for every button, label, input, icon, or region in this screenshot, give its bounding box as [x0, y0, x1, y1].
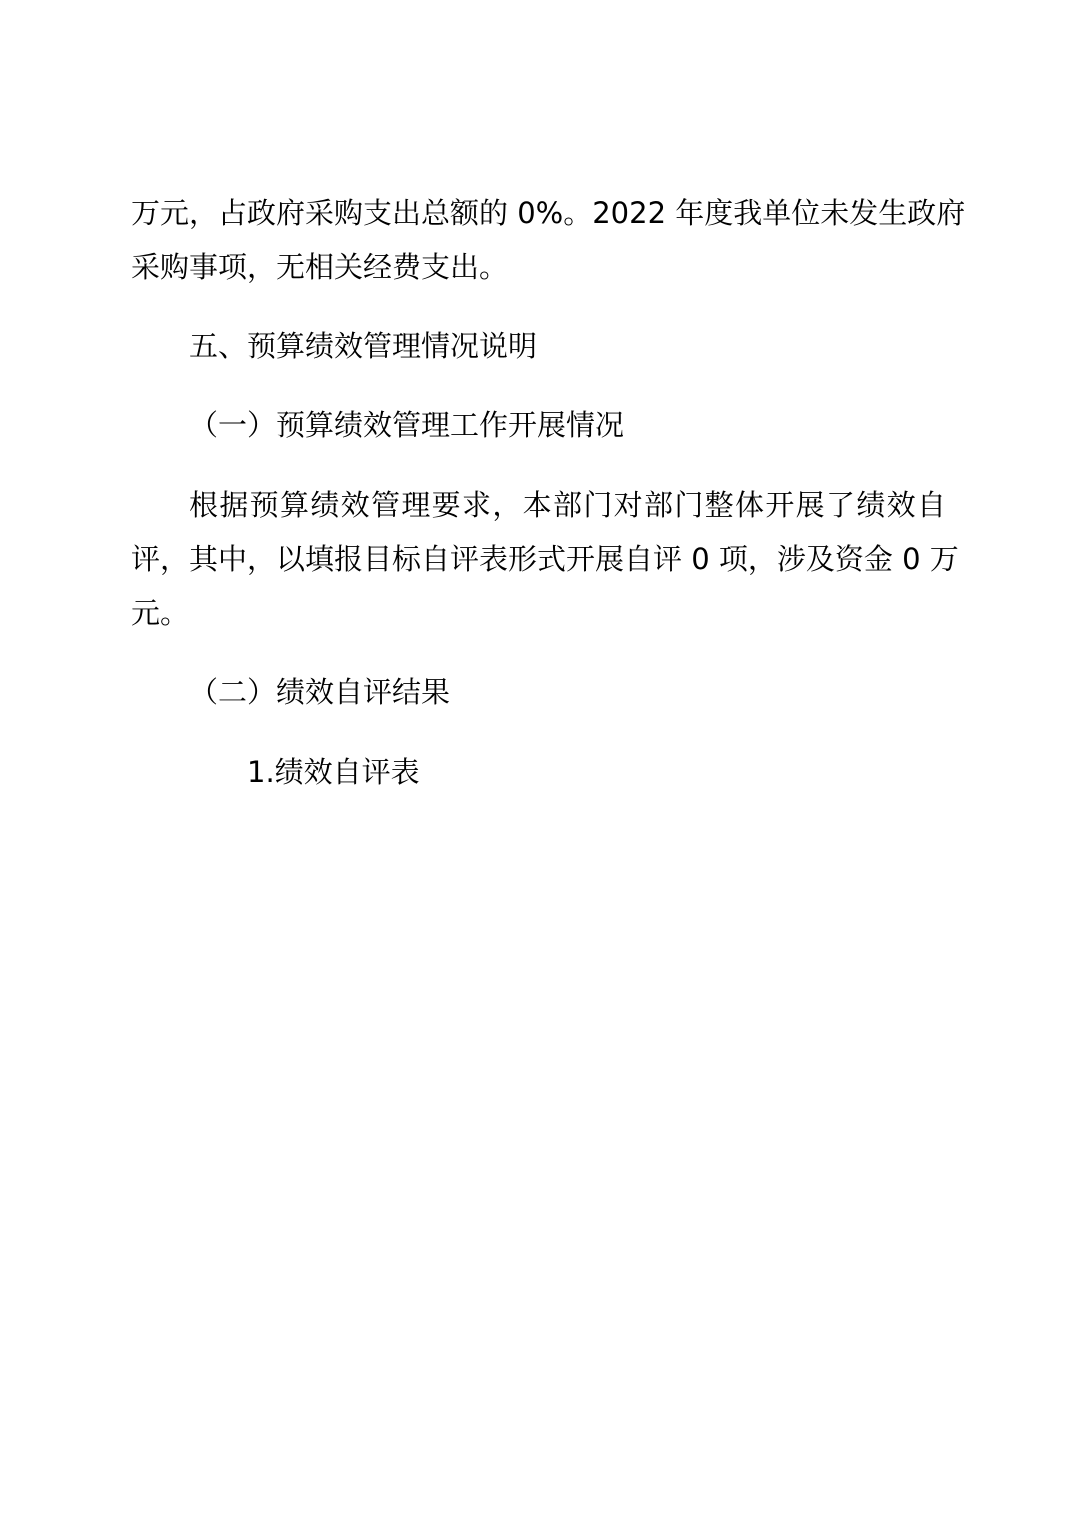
- paragraph-2-line-3: 元。: [131, 596, 190, 630]
- paragraph-2-line-2: 评，其中，以填报目标自评表形式开展自评 0 项，涉及资金 0 万: [131, 542, 959, 576]
- item-1-heading: 1.绩效自评表: [247, 755, 420, 789]
- section-5-heading: 五、预算绩效管理情况说明: [189, 329, 538, 363]
- paragraph-2-line-1: 根据预算绩效管理要求，本部门对部门整体开展了绩效自: [189, 488, 946, 522]
- paragraph-1-line-2: 采购事项，无相关经费支出。: [131, 250, 509, 284]
- paragraph-1-line-1: 万元，占政府采购支出总额的 0%。2022 年度我单位未发生政府: [131, 196, 966, 230]
- subsection-2-heading: （二）绩效自评结果: [189, 675, 451, 709]
- subsection-1-heading: （一）预算绩效管理工作开展情况: [189, 408, 625, 442]
